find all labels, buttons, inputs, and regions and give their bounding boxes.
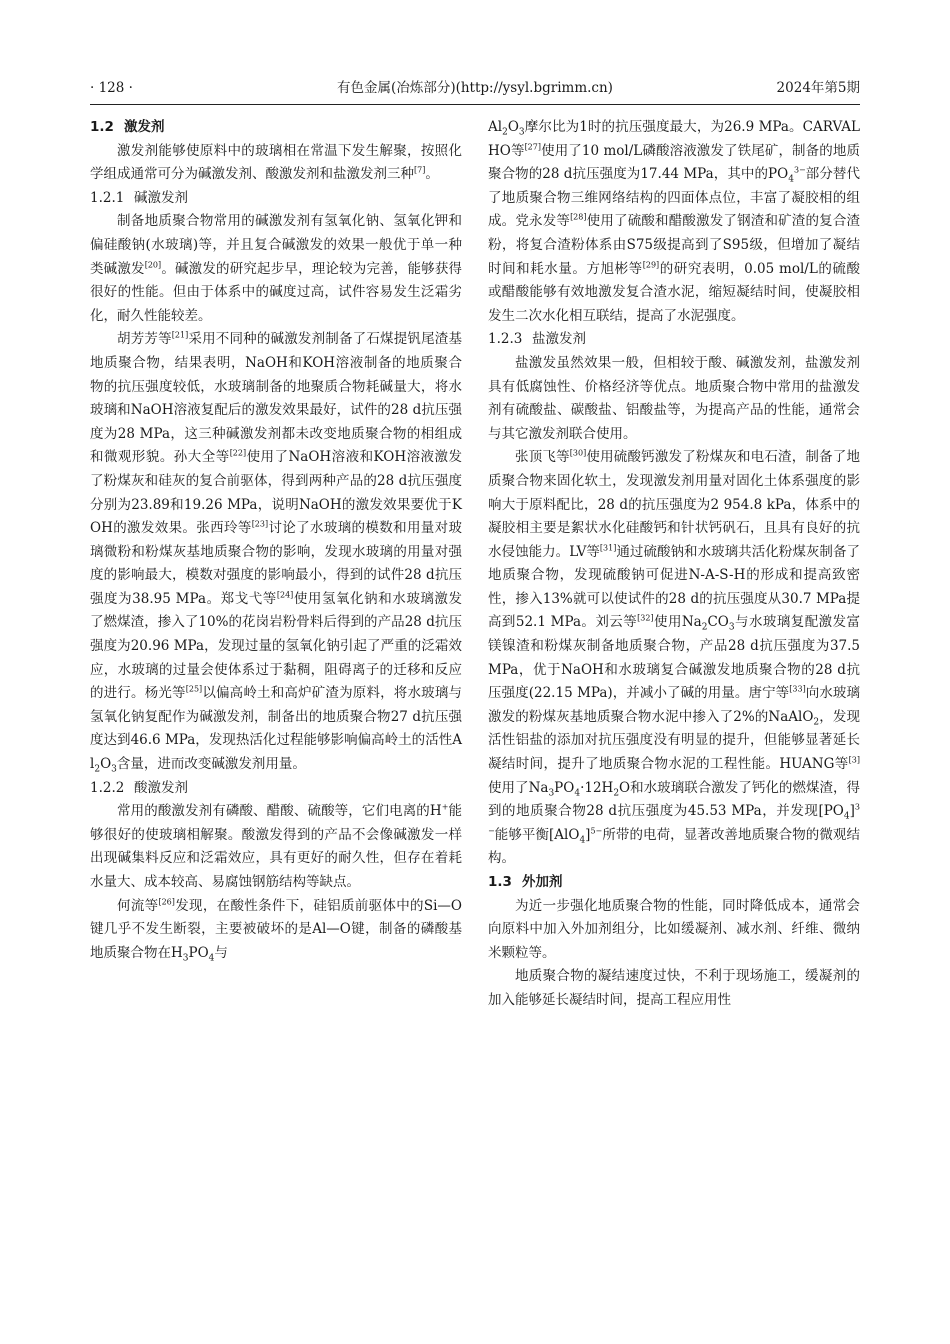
subsection-title: 碱激发剂 xyxy=(134,189,188,206)
paragraph-alkali-intro: 制备地质聚合物常用的碱激发剂有氢氧化钠、氢氧化钾和偏硅酸钠(水玻璃)等，并且复合碱激发的效果一般优于单一种类碱激发[20]。碱激发的研究起步早，理论较为完善，能够获得很好的性能。但由于体系中的碱度过高，试件容易发生泛霜劣化，耐久性能较差。 xyxy=(90,213,463,324)
paragraph-additives-intro: 为近一步强化地质聚合物的性能，同时降低成本，通常会向原料中加入外加剂组分，比如缓凝剂、减水剂、纤维、微纳米颗粒等。 xyxy=(488,897,860,961)
paragraph-acid-studies: 何流等[26]发现，在酸性条件下，硅铝质前驱体中的Si—O键几乎不发生断裂，主要被破坏的是Al—O键，制备的磷酸基地质聚合物在$H_3PO_4$与 xyxy=(90,897,462,964)
header-rule xyxy=(90,104,860,105)
subsection-heading-1-2-1 xyxy=(90,187,462,211)
citation: [22] xyxy=(229,448,247,458)
citation: [31] xyxy=(599,543,617,553)
subsection-title: 盐激发剂 xyxy=(532,331,586,348)
citation: [30] xyxy=(569,448,587,458)
citation: [20] xyxy=(144,260,162,270)
citation: [32] xyxy=(637,613,654,623)
page-number: · 128 · xyxy=(90,80,133,96)
citation: [7] xyxy=(414,165,426,175)
citation: [26] xyxy=(158,897,175,907)
right-column xyxy=(488,116,860,1013)
citation: [23] xyxy=(251,519,269,529)
paragraph-acid-studies-continued: $Al_2O_3$摩尔比为1时的抗压强度最大，为26.9 MPa。CARVALHO等[27]使用了10 mol/L磷酸溶液激发了铁尾矿，制备的地质聚合物的28 d抗压强度为17.44 MPa，其中的$PO_4^{3-}$部分替代了地质聚合物三维网络结构的四面体点位，丰富了凝胶相的组成。党永发等[28]使用了硫酸和醋酸激发了钢渣和矿渣的复合渣粉，将复合渣粉体系由S75级提高到了S95级，但增加了凝结时间和耗水量。方旭彬等[29]的研究表明，0.05 mol/L的硫酸或醋酸能够有效地激发复合渣水泥，缩短凝结时间，使凝胶相发生二次水化相互联结，提高了水泥强度。 xyxy=(488,119,861,324)
subsection-heading-1-2-3 xyxy=(488,328,860,352)
citation: [27] xyxy=(524,142,541,152)
citation: [21] xyxy=(171,330,189,340)
subsection-number: 1.2.1 xyxy=(90,189,125,206)
subsection-title: 酸激发剂 xyxy=(134,779,188,796)
section-number: 1.3 xyxy=(488,874,512,890)
issue-info: 2024年第5期 xyxy=(776,80,860,96)
section-title: 外加剂 xyxy=(522,874,563,890)
paragraph-salt-studies: 张顶飞等[30]使用硫酸钙激发了粉煤灰和电石渣，制备了地质聚合物来固化软土，发现激发剂用量对固化土体系强度的影响大于原料配比，28 d的抗压强度为2 954.8 kPa，体系中的凝胶相主要是絮状水化硅酸钙和针状钙矾石，且具有良好的抗水侵蚀能力。LV等[31]通过硫酸钠和水玻璃共活化粉煤灰制备了地质聚合物，发现硫酸钠可促进N-A-S-H的形成和提高致密性，掺入13%就可以使试件的28 d的抗压强度从30.7 MPa提高到52.1 MPa。刘云等[32]使用$Na_2CO_3$与水玻璃复配激发富镁镍渣和粉煤灰制备地质聚合物，产品28 d抗压强度为37.5 MPa，优于NaOH和水玻璃复合碱激发地质聚合物的28 d抗压强度(22.15 MPa)，并减小了碱的用量。唐宁等[33]向水玻璃激发的粉煤灰基地质聚合物水泥中掺入了2%的NaAlO$_2$，发现活性铝盐的添加对抗压强度没有明显的提升，但能够显著延长凝结时间，提升了地质聚合物水泥的工程性能。HUANG等[3]使用了$Na_3PO_4\cdot 12H_2O$和水玻璃联合激发了钙化的燃煤渣，得到的地质聚合物28 d抗压强度为45.53 MPa，并发现$[PO_4]^{3-}$能够平衡$[AlO_4]^{5-}$所带的电荷，显著改善地质聚合物的微观结构。 xyxy=(488,448,861,867)
section-title: 激发剂 xyxy=(124,119,165,135)
running-header xyxy=(90,78,860,102)
journal-title: 有色金属(冶炼部分)(http://ysyl.bgrimm.cn) xyxy=(337,80,613,96)
paragraph-retarder: 地质聚合物的凝结速度过快，不利于现场施工，缓凝剂的加入能够延长凝结时间，提高工程应用性 xyxy=(488,968,860,1008)
citation: [3] xyxy=(848,755,860,765)
citation: [25] xyxy=(185,684,203,694)
section-heading-1-2 xyxy=(90,116,462,140)
subsection-number: 1.2.2 xyxy=(90,779,125,796)
paragraph-acid-intro: 常用的酸激发剂有磷酸、醋酸、硫酸等，它们电离的H+能够很好的使玻璃相解聚。酸激发得到的产品不会像碱激发一样出现碱集料反应和泛霜效应，具有更好的耐久性，但存在着耗水量大、成本较高、易腐蚀钢筋结构等缺点。 xyxy=(90,802,462,890)
section-number: 1.2 xyxy=(90,119,114,135)
citation: [24] xyxy=(276,590,294,600)
subsection-number: 1.2.3 xyxy=(488,331,523,348)
paragraph-alkali-studies: 胡芳芳等[21]采用不同种的碱激发剂制备了石煤提钒尾渣基地质聚合物，结果表明，NaOH和KOH溶液制备的地质聚合物的抗压强度较低，水玻璃制备的地聚质合物耗碱量大，将水玻璃和NaOH溶液复配后的激发效果最好，试件的28 d抗压强度为28 MPa，这三种碱激发剂都未改变地质聚合物的相组成和微观形貌。孙大全等[22]使用了NaOH溶液和KOH溶液激发了粉煤灰和硅灰的复合前驱体，得到两种产品的28 d抗压强度分别为23.89和19.26 MPa，说明NaOH的激发效果要优于KOH的激发效果。张西玲等[23]讨论了水玻璃的模数和用量对玻璃微粉和粉煤灰基地质聚合物的影响，发现水玻璃的用量对强度的影响最大，模数对强度的影响最小，得到的试件28 d抗压强度为38.95 MPa。郑戈弋等[24]使用氢氧化钠和水玻璃激发了燃煤渣，掺入了10%的花岗岩粉骨料后得到的产品28 d抗压强度为20.96 MPa，发现过量的氢氧化钠引起了严重的泛霜效应，水玻璃的过量会使体系过于黏稠，阻碍离子的迁移和反应的进行。杨光等[25]以偏高岭土和高炉矿渣为原料，将水玻璃与氢氧化钠复配作为碱激发剂，制备出的地质聚合物27 d抗压强度达到46.6 MPa，发现热活化过程能够影响偏高岭土的活性$Al_2O_3$含量，进而改变碱激发剂用量。 xyxy=(90,330,463,775)
subsection-heading-1-2-2 xyxy=(90,777,462,801)
paragraph-salt-intro: 盐激发虽然效果一般，但相较于酸、碱激发剂，盐激发剂具有低腐蚀性、价格经济等优点。地质聚合物中常用的盐激发剂有硫酸盐、碳酸盐、铝酸盐等，为提高产品的性能，通常会与其它激发剂联合使用。 xyxy=(488,354,860,442)
citation: [29] xyxy=(642,260,660,270)
left-column xyxy=(90,116,462,965)
citation: [28] xyxy=(570,212,587,222)
section-heading-1-3 xyxy=(488,871,860,895)
paragraph-intro: 激发剂能够使原料中的玻璃相在常温下发生解聚，按照化学组成通常可分为碱激发剂、酸激发剂和盐激发剂三种[7]。 xyxy=(90,142,462,183)
citation: [33] xyxy=(789,684,806,694)
